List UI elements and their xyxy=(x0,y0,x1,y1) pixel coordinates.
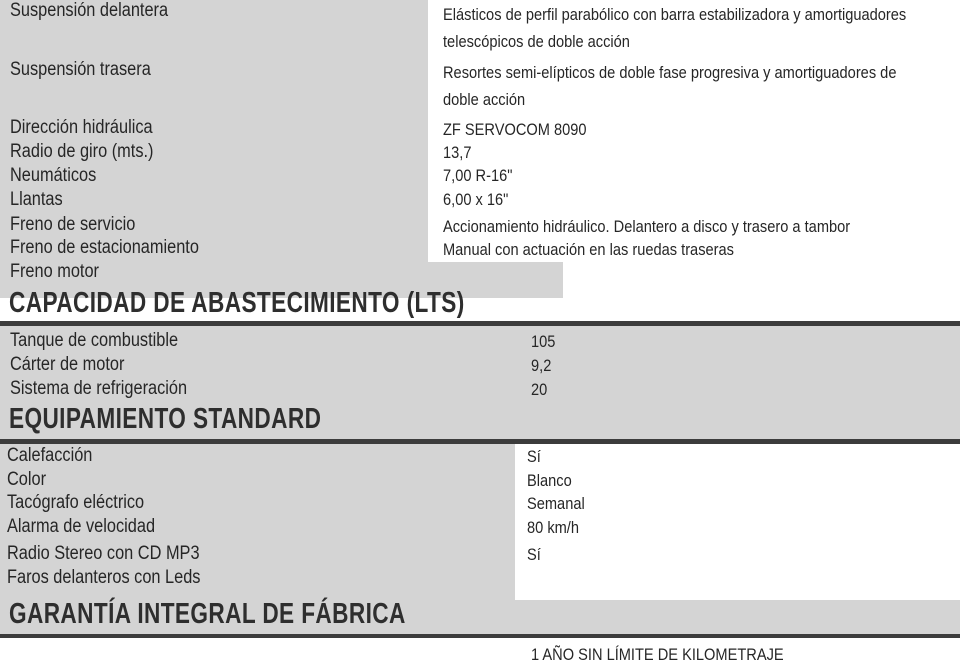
spec-value-neumaticos: 7,00 R-16" xyxy=(443,166,513,185)
spec-value-alarma: 80 km/h xyxy=(527,518,580,537)
section-title-garantia: GARANTÍA INTEGRAL DE FÁBRICA xyxy=(9,598,406,630)
spec-value-llantas: 6,00 x 16" xyxy=(443,190,509,209)
spec-label-tanque: Tanque de combustible xyxy=(10,330,179,351)
spec-label-suspension-delantera: Suspensión delantera xyxy=(10,0,169,21)
spec-label-direccion: Dirección hidráulica xyxy=(10,117,153,138)
spec-value-direccion: ZF SERVOCOM 8090 xyxy=(443,120,587,139)
spec-value-carter: 9,2 xyxy=(531,356,552,375)
section-title-equipamiento: EQUIPAMIENTO STANDARD xyxy=(9,403,322,435)
spec-value-suspension-trasera-line2: doble acción xyxy=(443,90,526,109)
spec-value-tanque: 105 xyxy=(531,332,556,351)
spec-label-calefaccion: Calefacción xyxy=(7,445,93,466)
spec-label-radio-stereo: Radio Stereo con CD MP3 xyxy=(7,543,200,564)
spec-value-suspension-delantera-line2: telescópicos de doble acción xyxy=(443,32,630,51)
spec-label-freno-motor: Freno motor xyxy=(10,261,99,282)
spec-label-faros: Faros delanteros con Leds xyxy=(7,567,201,588)
spec-label-alarma: Alarma de velocidad xyxy=(7,516,156,537)
spec-label-suspension-trasera: Suspensión trasera xyxy=(10,59,151,80)
spec-value-radio-giro: 13,7 xyxy=(443,143,472,162)
spec-label-tacografo: Tacógrafo eléctrico xyxy=(7,492,145,513)
spec-value-calefaccion: Sí xyxy=(527,447,541,466)
spec-value-tacografo: Semanal xyxy=(527,494,585,513)
spec-label-radio-giro: Radio de giro (mts.) xyxy=(10,141,154,162)
spec-value-refrigeracion: 20 xyxy=(531,380,548,399)
spec-label-refrigeracion: Sistema de refrigeración xyxy=(10,378,188,399)
spec-label-llantas: Llantas xyxy=(10,189,63,210)
spec-value-freno-estacionamiento: Manual con actuación en las ruedas traseras xyxy=(443,240,734,259)
spec-label-carter: Cárter de motor xyxy=(10,354,125,375)
spec-label-freno-servicio: Freno de servicio xyxy=(10,214,136,235)
spec-value-radio-stereo: Sí xyxy=(527,545,541,564)
spec-label-color: Color xyxy=(7,469,47,490)
spec-value-suspension-delantera-line1: Elásticos de perfil parabólico con barra estabilizadora y amortiguadores xyxy=(443,5,907,24)
section-rule-garantia xyxy=(0,634,960,638)
section-rule-capacidad xyxy=(0,321,960,326)
spec-label-freno-estacionamiento: Freno de estacionamiento xyxy=(10,237,199,258)
section-title-capacidad: CAPACIDAD DE ABASTECIMIENTO (LTS) xyxy=(9,287,465,319)
garantia-value: 1 AÑO SIN LÍMITE DE KILOMETRAJE xyxy=(531,645,784,664)
spec-value-color: Blanco xyxy=(527,471,572,490)
spec-label-neumaticos: Neumáticos xyxy=(10,165,97,186)
section-rule-equipamiento xyxy=(0,439,960,444)
spec-value-freno-servicio: Accionamiento hidráulico. Delantero a disco y trasero a tambor xyxy=(443,217,851,236)
spec-value-suspension-trasera-line1: Resortes semi-elípticos de doble fase progresiva y amortiguadores de xyxy=(443,63,897,82)
